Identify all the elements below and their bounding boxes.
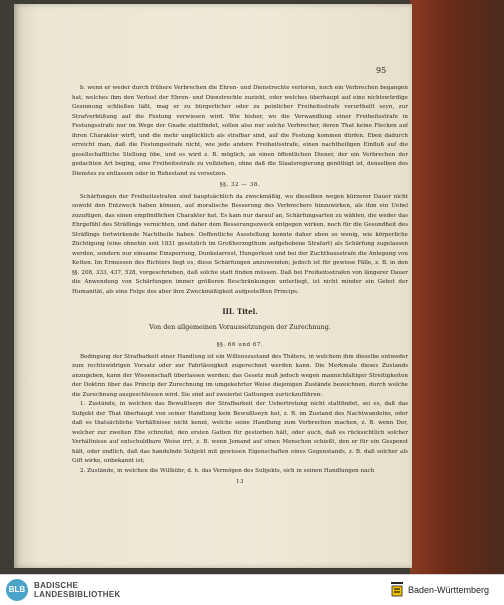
paragraph-bedingung: Bedingung der Strafbarkeit einer Handlung ist ein Willenszustand des Thäters, in welchem ihm dieselbe entweder zum rechtswidrigen Vorsatz oder zur Fahrlässigkeit zugerechnet werden kann. Die Merkmale dieses Zustands anzugeben, kann der Wissenschaft überlassen werden; das Gesetz muß jedoch wegen mannichfaltiger Streitigkeiten der Doktrin über das Princip der Zurechnung im umgekehrter Weise diejenigen Zustände bezeichnen, durch welche die Zurechnung ausgeschlossen wird. Sie sind auf zweierlei Gattungen zurückzuführen: [72, 353, 408, 398]
title-heading: III. Titel. [222, 307, 258, 316]
library-name[interactable] [34, 581, 121, 599]
book-page [14, 4, 412, 568]
paragraph-schaerfungen: Schärfungen der Freiheitsstrafen sind hauptsächlich da zweckmäßig, wo dieselben wegen kürzerer Dauer nicht sowohl den Entzweck haben können, auf moralische Besserung des Verbrechers hinzuwirken, als ihm ein Uebel zuzufügen, das einen empfindlichen Charakter hat. Es kam nur darauf an, Schärfungsarten zu wählen, die weder das Ehrgefühl des Sträflings vernichten, und daher dem Besserungszweck entgegen wirken, noch für die Gesundheit des Sträflings fortwirkende Nachtheile haben. Oeffentliche Ausstellung konnte daher eben so wenig, wie körperliche Züchtigung (eine ohnehin seit 1831 gesetzlich im Großherzogthum aufgehobene Strafart) als Schärfung zugelassen werden, sondern nur einsame Einsperrung, Dunkelarrest, Hungerkost und bei der Zuchthausstrafe die Anlegung von Ketten. Im Ermessen des Richters liegt es, diese Schärfungen anzuwenden; jedoch ist für gewisse Fälle, z. B. in den §§. 208, 333, 437, 528, vorgeschrieben, daß solche statt finden müssen. Daß bei Freiheitsstrafen von längerer Dauer die Anwendung von Schärfungen immer größeren Beschränkungen unterliegt, ist nicht minder ein Gebot der Humanität, als eine Folge des aber ihre Zweckmäßigkeit aufgestellten Princips. [72, 193, 408, 295]
signature-mark: 13 [235, 479, 245, 485]
paragraph-festung: b. wenn er weder durch frühere Verbrechen die Ehren- und Dienstrechte verloren, noch ein Verbrechen begangen hat, welches ihm den Verlust der Ehren- und Dienstrechte zuzieht, oder welches überhaupt auf eine nichtswürdige Gesinnung schließen läßt, mag er zu bürgerlicher oder zu peinlicher Freiheitsstrafe verurtheilt seyn, zur Strafverbüßung auf die Festung verwiesen wird. Wie bisher, wo die Verwandlung einer Freiheitsstrafe in Festungsstrafe nur im Wege der Gnade stattfindet, sollen also nur solche Verbrecher, deren That keine Flecken auf ihren Charakter wirft, und die mehr unglücklich als strafbar sind, auf die Festung kommen dürfen. Eben dadurch erreicht man, daß die Festungsstrafe nicht, wie jede andere Freiheitsstrafe, einen nachtheiligen Einfluß auf die gesellschaftliche Stellung übe, und es wird z. B. möglich, an einen öffentlichen Diener, der ein Verbrechen der gedachten Art beging, eine Freiheitsstrafe zu vollziehen, ohne daß die Staatsregierung genöthigt ist, denselben des Dienstes zu entlassen oder in Ruhestand zu versetzen. [72, 85, 408, 177]
library-name-line2: LANDESBIBLIOTHEK [34, 590, 121, 599]
blb-logo-icon[interactable]: BLB [6, 579, 28, 601]
library-name-line1: BADISCHE [34, 581, 79, 590]
page-text [72, 84, 408, 490]
paragraph-item-2: 2. Zustände, in welchen die Willkühr, d. h. das Vermögen des Subjekts, sich in seinen Handlungen nach [80, 467, 375, 474]
footer-bar [0, 574, 504, 605]
baden-wuerttemberg-crest-icon [390, 580, 404, 598]
title-subheading: Von den allgemeinen Voraussetzungen der Zurechnung. [149, 322, 331, 331]
state-name[interactable]: Baden-Württemberg [408, 585, 490, 595]
book-cover-edge [410, 0, 504, 574]
section-heading-66-67: §§. 66 und 67. [216, 342, 264, 348]
section-heading-32-38: §§. 32 — 38. [219, 182, 261, 188]
page-number: 95 [376, 66, 387, 75]
paragraph-item-1: 1. Zustände, in welchen das Bewußtseyn der Strafbarkeit der Uebertretung nicht stattfindet, sei es, daß das Subjekt der That überhaupt von seiner Handlung kein Bewußtseyn hat, z. B. im Zustand des Nachtwandelns, oder daß es thatsächliche Verhältnisse nicht kennt, welche seine Handlung zum Verbrechen machen, z. B. wenn Der, welcher zur zweiten Ehe schreitet, den ersten Gatten für gestorben hält, oder auch, daß es rücksichtlich solcher Verhältnisse auf entschuldbare Weise irrt, z. B. wenn Jemand auf einen Menschen schießt, den er für ein Gespenst hält, oder endlich, daß das handelnde Subjekt mit gewissen Eigenschaften eines Gegenstands, z. B. daß solcher als Gift wirke, unbekannt ist; [72, 401, 408, 464]
